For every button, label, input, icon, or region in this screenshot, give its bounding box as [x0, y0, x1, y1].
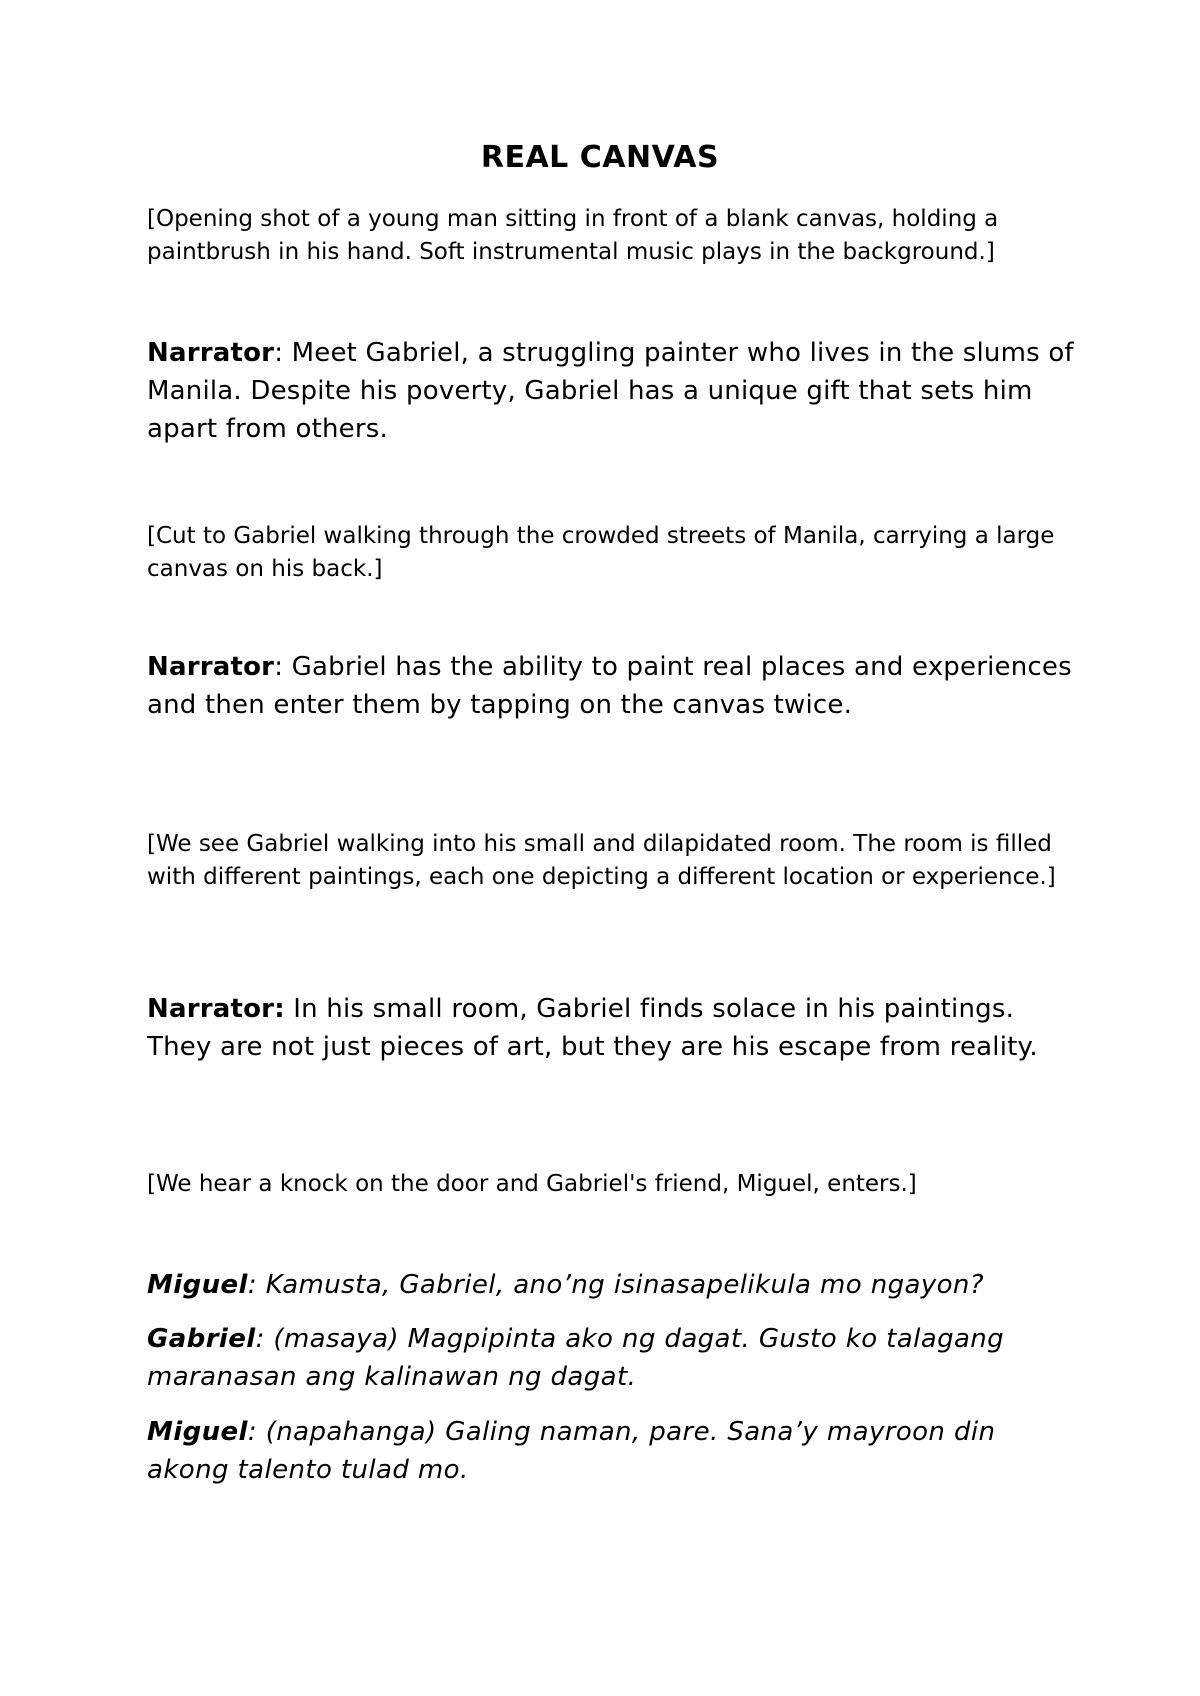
narrator-line: [147, 648, 1077, 724]
narrator-line: [147, 334, 1077, 448]
line-text: Gabriel has the ability to paint real places and experiences and then enter them by tapping on the canvas twice.: [147, 652, 1072, 720]
stage-direction: [We see Gabriel walking into his small and dilapidated room. The room is filled with different paintings, each one depicting a different location or experience.]: [147, 831, 1056, 890]
line-text: (masaya) Magpipinta ako ng dagat. Gusto ko talagang maranasan ang kalinawan ng dagat.: [147, 1324, 1005, 1392]
stage-direction: [Opening shot of a young man sitting in front of a blank canvas, holding a paintbrush in his hand. Soft instrumental music plays in the background.]: [147, 206, 999, 265]
stage-direction: [Cut to Gabriel walking through the crowded streets of Manila, carrying a large canvas on his back.]: [147, 523, 1055, 582]
speaker-separator: :: [247, 1417, 266, 1447]
speaker-name: Miguel: [147, 1417, 248, 1447]
speaker-name: Narrator: [147, 652, 275, 682]
dialogue-line: [147, 1413, 1077, 1489]
speaker-name: Narrator:: [147, 994, 285, 1024]
line-text: Meet Gabriel, a struggling painter who lives in the slums of Manila. Despite his poverty, Gabriel has a unique gift that sets him apart from others.: [147, 338, 1074, 444]
speaker-separator: :: [274, 652, 292, 682]
speaker-separator: [285, 994, 293, 1024]
speaker-separator: :: [247, 1270, 266, 1300]
stage-direction: [We hear a knock on the door and Gabriel's friend, Miguel, enters.]: [147, 1171, 917, 1197]
speaker-name: Gabriel: [147, 1324, 256, 1354]
speaker-separator: :: [274, 338, 292, 368]
dialogue-line: [147, 1266, 1077, 1304]
line-text: Kamusta, Gabriel, ano’ng isinasapelikula mo ngayon?: [265, 1270, 984, 1300]
dialogue-line: [147, 1320, 1077, 1396]
document-title: REAL CANVAS: [480, 140, 720, 175]
line-text: (napahanga) Galing naman, pare. Sana’y mayroon din akong talento tulad mo.: [147, 1417, 996, 1485]
narrator-line: [147, 990, 1077, 1066]
speaker-name: Narrator: [147, 338, 275, 368]
line-text: In his small room, Gabriel finds solace in his paintings. They are not just pieces of art, but they are his escape from reality.: [147, 994, 1038, 1062]
speaker-name: Miguel: [147, 1270, 248, 1300]
speaker-separator: :: [255, 1324, 274, 1354]
